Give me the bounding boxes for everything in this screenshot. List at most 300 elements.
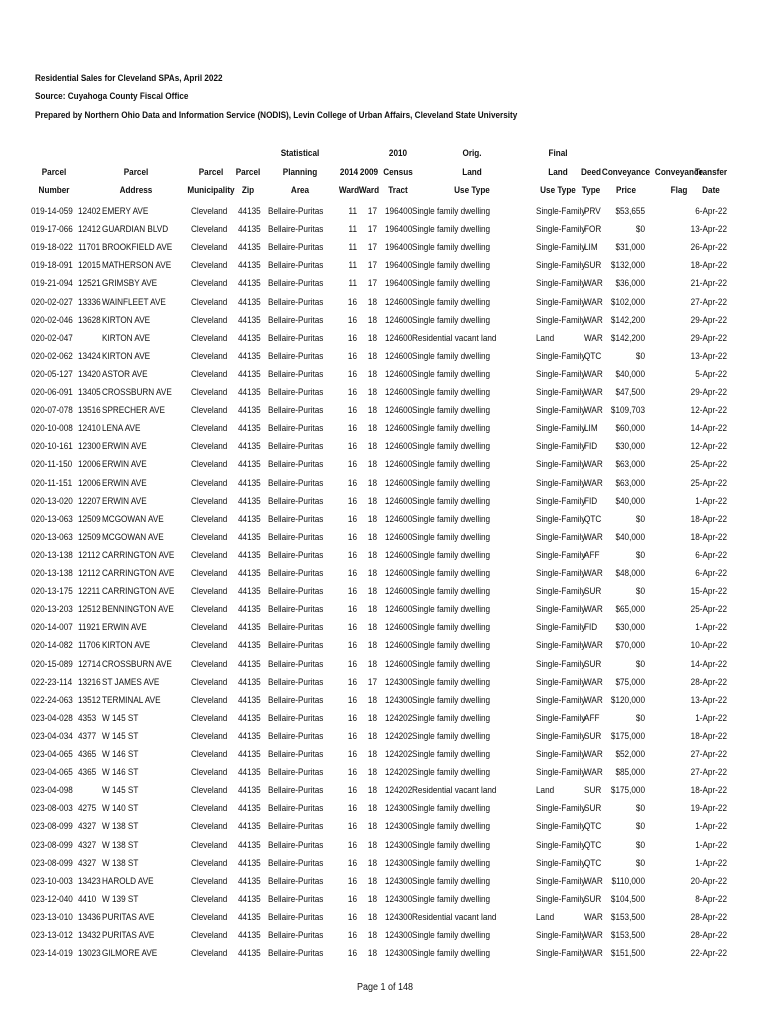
cell-municipality: Cleveland — [191, 785, 228, 797]
cell-ward-2014: 16 — [347, 549, 357, 561]
cell-ward-2009: 17 — [367, 242, 377, 254]
column-header-zip: Parcel — [235, 167, 261, 178]
cell-planning-area: Bellaire-Puritas — [268, 622, 324, 634]
cell-zip: 44135 — [238, 260, 261, 272]
cell-ward-2014: 16 — [347, 694, 357, 706]
cell-ward-2014: 16 — [347, 893, 357, 905]
cell-transfer-date: 27-Apr-22 — [690, 296, 727, 308]
cell-deed-type: QTC — [584, 821, 602, 833]
cell-ward-2009: 17 — [367, 260, 377, 272]
cell-municipality: Cleveland — [191, 314, 228, 326]
cell-final-land-use: Single-Family — [536, 640, 586, 652]
cell-planning-area: Bellaire-Puritas — [268, 857, 324, 869]
cell-planning-area: Bellaire-Puritas — [268, 368, 324, 380]
cell-street-name: GRIMSBY AVE — [102, 278, 158, 290]
column-header-addr: Parcel — [123, 167, 149, 178]
cell-planning-area: Bellaire-Puritas — [268, 459, 324, 471]
cell-municipality: Cleveland — [191, 730, 228, 742]
cell-transfer-date: 28-Apr-22 — [690, 911, 727, 923]
cell-zip: 44135 — [238, 224, 261, 236]
cell-census-tract: 124600 — [385, 405, 413, 417]
cell-final-land-use: Land — [536, 332, 555, 344]
cell-orig-land-use: Residential vacant land — [412, 911, 497, 923]
cell-conveyance-price: $30,000 — [615, 622, 645, 634]
cell-final-land-use: Single-Family — [536, 712, 586, 724]
cell-planning-area: Bellaire-Puritas — [268, 332, 324, 344]
cell-parcel-number: 020-13-063 — [31, 531, 73, 543]
cell-conveyance-price: $120,000 — [610, 694, 645, 706]
cell-transfer-date: 13-Apr-22 — [690, 694, 727, 706]
cell-zip: 44135 — [238, 206, 261, 217]
cell-transfer-date: 1-Apr-22 — [695, 839, 727, 851]
cell-conveyance-price: $53,655 — [615, 206, 645, 217]
cell-ward-2014: 16 — [347, 459, 357, 471]
cell-conveyance-price: $63,000 — [615, 477, 645, 489]
cell-municipality: Cleveland — [191, 839, 228, 851]
cell-final-land-use: Land — [536, 911, 555, 923]
cell-final-land-use: Single-Family — [536, 676, 586, 688]
cell-census-tract: 124600 — [385, 549, 413, 561]
cell-parcel-number: 020-14-082 — [31, 640, 73, 652]
cell-final-land-use: Single-Family — [536, 459, 586, 471]
cell-ward-2009: 18 — [367, 332, 377, 344]
cell-ward-2014: 16 — [347, 495, 357, 507]
cell-ward-2014: 11 — [348, 206, 357, 217]
page-number: Page 1 of 148 — [356, 982, 414, 993]
cell-parcel-number: 020-13-203 — [31, 604, 73, 616]
cell-planning-area: Bellaire-Puritas — [268, 477, 324, 489]
cell-final-land-use: Single-Family — [536, 368, 586, 380]
cell-ward-2014: 16 — [347, 314, 357, 326]
cell-conveyance-price: $30,000 — [615, 441, 645, 453]
cell-zip: 44135 — [238, 387, 261, 398]
cell-deed-type: QTC — [584, 839, 602, 851]
cell-municipality: Cleveland — [191, 749, 228, 760]
cell-ward-2009: 18 — [367, 586, 377, 598]
cell-ward-2014: 16 — [347, 513, 357, 525]
cell-final-land-use: Single-Family — [536, 604, 586, 616]
cell-conveyance-price: $0 — [635, 549, 645, 561]
cell-street-name: W 139 ST — [102, 893, 139, 905]
cell-conveyance-price: $40,000 — [615, 368, 645, 380]
cell-parcel-number: 020-07-078 — [31, 405, 73, 417]
cell-orig-land-use: Single family dwelling — [412, 206, 491, 217]
cell-street-name: ERWIN AVE — [102, 441, 147, 453]
cell-deed-type: WAR — [584, 332, 603, 344]
report-prepared-by: Prepared by Northern Ohio Data and Information Service (NODIS), Levin College of Urban Affairs, Cleveland State University — [35, 110, 518, 121]
cell-address-number: 13423 — [78, 875, 101, 887]
cell-orig-land-use: Single family dwelling — [412, 477, 491, 489]
cell-ward-2009: 18 — [367, 423, 377, 435]
cell-address-number: 12402 — [78, 206, 101, 217]
cell-street-name: CARRINGTON AVE — [102, 568, 175, 579]
cell-orig-land-use: Residential vacant land — [412, 785, 497, 797]
cell-parcel-number: 020-13-138 — [31, 568, 73, 579]
cell-final-land-use: Single-Family — [536, 767, 586, 779]
cell-ward-2009: 17 — [367, 224, 377, 236]
column-header-use: Use Type — [454, 185, 490, 196]
cell-deed-type: WAR — [584, 278, 603, 290]
cell-street-name: CARRINGTON AVE — [102, 586, 175, 598]
column-header-zip: Zip — [241, 185, 255, 196]
cell-street-name: W 138 ST — [102, 821, 139, 833]
cell-deed-type: LIM — [584, 423, 598, 435]
column-header-addr: Address — [119, 185, 153, 196]
cell-conveyance-price: $0 — [635, 839, 645, 851]
column-header-tract: Census — [383, 167, 413, 178]
cell-transfer-date: 18-Apr-22 — [690, 785, 727, 797]
cell-conveyance-price: $0 — [635, 350, 645, 362]
cell-conveyance-price: $109,703 — [610, 405, 645, 417]
cell-deed-type: WAR — [584, 568, 603, 579]
cell-planning-area: Bellaire-Puritas — [268, 730, 324, 742]
cell-census-tract: 124600 — [385, 531, 413, 543]
column-header-flag: Flag — [670, 185, 688, 196]
cell-ward-2009: 18 — [367, 875, 377, 887]
cell-zip: 44135 — [238, 712, 261, 724]
cell-street-name: W 138 ST — [102, 857, 139, 869]
cell-orig-land-use: Single family dwelling — [412, 423, 491, 435]
cell-census-tract: 124300 — [385, 694, 413, 706]
cell-zip: 44135 — [238, 622, 261, 634]
cell-ward-2009: 18 — [367, 459, 377, 471]
cell-street-name: W 140 ST — [102, 803, 139, 815]
cell-address-number: 4365 — [78, 767, 97, 779]
cell-ward-2014: 16 — [347, 441, 357, 453]
cell-planning-area: Bellaire-Puritas — [268, 749, 324, 760]
cell-planning-area: Bellaire-Puritas — [268, 224, 324, 236]
cell-deed-type: WAR — [584, 767, 603, 779]
cell-zip: 44135 — [238, 930, 261, 941]
cell-deed-type: SUR — [584, 658, 602, 670]
cell-parcel-number: 023-08-003 — [31, 803, 73, 815]
cell-planning-area: Bellaire-Puritas — [268, 405, 324, 417]
cell-planning-area: Bellaire-Puritas — [268, 712, 324, 724]
cell-final-land-use: Single-Family — [536, 531, 586, 543]
cell-orig-land-use: Single family dwelling — [412, 549, 491, 561]
cell-census-tract: 124300 — [385, 839, 413, 851]
cell-orig-land-use: Single family dwelling — [412, 730, 491, 742]
cell-ward-2009: 17 — [367, 278, 377, 290]
cell-census-tract: 124300 — [385, 930, 413, 941]
cell-planning-area: Bellaire-Puritas — [268, 278, 324, 290]
cell-parcel-number: 020-02-062 — [31, 350, 73, 362]
column-header-price: Conveyance — [601, 167, 651, 178]
cell-deed-type: WAR — [584, 749, 603, 760]
cell-ward-2009: 18 — [367, 658, 377, 670]
cell-street-name: CARRINGTON AVE — [102, 549, 175, 561]
cell-planning-area: Bellaire-Puritas — [268, 387, 324, 398]
cell-zip: 44135 — [238, 332, 261, 344]
cell-conveyance-price: $153,500 — [610, 911, 645, 923]
cell-final-land-use: Single-Family — [536, 568, 586, 579]
cell-orig-land-use: Single family dwelling — [412, 676, 491, 688]
cell-final-land-use: Single-Family — [536, 948, 586, 960]
cell-ward-2009: 18 — [367, 948, 377, 960]
cell-zip: 44135 — [238, 875, 261, 887]
cell-transfer-date: 25-Apr-22 — [690, 604, 727, 616]
cell-deed-type: WAR — [584, 387, 603, 398]
cell-census-tract: 124202 — [385, 785, 413, 797]
cell-municipality: Cleveland — [191, 640, 228, 652]
cell-zip: 44135 — [238, 749, 261, 760]
cell-transfer-date: 18-Apr-22 — [690, 730, 727, 742]
cell-ward-2009: 18 — [367, 387, 377, 398]
cell-ward-2009: 18 — [367, 730, 377, 742]
cell-municipality: Cleveland — [191, 767, 228, 779]
cell-deed-type: PRV — [584, 206, 601, 217]
cell-final-land-use: Single-Family — [536, 296, 586, 308]
cell-parcel-number: 019-14-059 — [31, 206, 73, 217]
cell-zip: 44135 — [238, 296, 261, 308]
cell-ward-2014: 16 — [347, 332, 357, 344]
cell-census-tract: 124600 — [385, 622, 413, 634]
cell-municipality: Cleveland — [191, 224, 228, 236]
cell-final-land-use: Single-Family — [536, 423, 586, 435]
cell-orig-land-use: Single family dwelling — [412, 893, 491, 905]
cell-orig-land-use: Single family dwelling — [412, 857, 491, 869]
cell-address-number: 11706 — [78, 640, 101, 652]
cell-planning-area: Bellaire-Puritas — [268, 206, 324, 217]
cell-address-number: 12211 — [78, 586, 101, 598]
cell-zip: 44135 — [238, 694, 261, 706]
column-header-tract: Tract — [388, 185, 408, 196]
cell-census-tract: 124600 — [385, 459, 413, 471]
cell-zip: 44135 — [238, 640, 261, 652]
cell-final-land-use: Single-Family — [536, 224, 586, 236]
cell-conveyance-price: $0 — [635, 658, 645, 670]
cell-orig-land-use: Single family dwelling — [412, 930, 491, 941]
cell-zip: 44135 — [238, 658, 261, 670]
cell-conveyance-price: $0 — [635, 857, 645, 869]
column-header-date: Transfer — [694, 167, 728, 178]
column-header-muni: Municipality — [187, 185, 235, 196]
cell-census-tract: 196400 — [385, 242, 413, 254]
cell-census-tract: 124600 — [385, 513, 413, 525]
cell-street-name: CROSSBURN AVE — [102, 658, 172, 670]
column-header-use: Land — [462, 167, 482, 178]
cell-municipality: Cleveland — [191, 803, 228, 815]
cell-ward-2014: 16 — [347, 875, 357, 887]
cell-transfer-date: 12-Apr-22 — [690, 441, 727, 453]
cell-street-name: KIRTON AVE — [102, 332, 151, 344]
cell-parcel-number: 020-13-020 — [31, 495, 73, 507]
cell-municipality: Cleveland — [191, 206, 228, 217]
cell-address-number: 4377 — [78, 730, 97, 742]
cell-conveyance-price: $48,000 — [615, 568, 645, 579]
cell-municipality: Cleveland — [191, 350, 228, 362]
cell-final-land-use: Single-Family — [536, 893, 586, 905]
cell-orig-land-use: Single family dwelling — [412, 948, 491, 960]
cell-final-land-use: Single-Family — [536, 441, 586, 453]
cell-municipality: Cleveland — [191, 948, 228, 960]
cell-census-tract: 124300 — [385, 821, 413, 833]
cell-conveyance-price: $70,000 — [615, 640, 645, 652]
cell-ward-2014: 11 — [348, 242, 357, 254]
report-title: Residential Sales for Cleveland SPAs, April 2022 — [35, 73, 223, 84]
cell-conveyance-price: $0 — [635, 224, 645, 236]
cell-transfer-date: 26-Apr-22 — [690, 242, 727, 254]
cell-final-land-use: Land — [536, 785, 555, 797]
cell-zip: 44135 — [238, 459, 261, 471]
cell-final-land-use: Single-Family — [536, 730, 586, 742]
cell-parcel-number: 022-24-063 — [31, 694, 73, 706]
cell-address-number: 13336 — [78, 296, 101, 308]
cell-zip: 44135 — [238, 495, 261, 507]
cell-deed-type: SUR — [584, 260, 602, 272]
cell-census-tract: 124600 — [385, 350, 413, 362]
cell-deed-type: AFF — [584, 549, 600, 561]
cell-final-land-use: Single-Family — [536, 495, 586, 507]
column-header-spa: Planning — [282, 167, 318, 178]
cell-deed-type: WAR — [584, 930, 603, 941]
cell-final-land-use: Single-Family — [536, 477, 586, 489]
cell-zip: 44135 — [238, 839, 261, 851]
cell-ward-2014: 16 — [347, 857, 357, 869]
cell-ward-2009: 18 — [367, 857, 377, 869]
column-header-muni: Parcel — [198, 167, 224, 178]
cell-planning-area: Bellaire-Puritas — [268, 839, 324, 851]
cell-municipality: Cleveland — [191, 368, 228, 380]
cell-parcel-number: 020-13-138 — [31, 549, 73, 561]
cell-ward-2014: 16 — [347, 658, 357, 670]
cell-parcel-number: 023-04-098 — [31, 785, 73, 797]
cell-final-land-use: Single-Family — [536, 260, 586, 272]
cell-ward-2009: 17 — [367, 206, 377, 217]
cell-zip: 44135 — [238, 803, 261, 815]
cell-street-name: CROSSBURN AVE — [102, 387, 172, 398]
cell-parcel-number: 020-11-151 — [31, 477, 73, 489]
cell-orig-land-use: Single family dwelling — [412, 604, 491, 616]
cell-orig-land-use: Single family dwelling — [412, 224, 491, 236]
cell-ward-2009: 18 — [367, 368, 377, 380]
cell-parcel-number: 020-02-047 — [31, 332, 73, 344]
cell-ward-2009: 18 — [367, 531, 377, 543]
cell-final-land-use: Single-Family — [536, 549, 586, 561]
cell-planning-area: Bellaire-Puritas — [268, 495, 324, 507]
cell-ward-2014: 16 — [347, 803, 357, 815]
column-header-spa: Statistical — [280, 148, 320, 159]
cell-zip: 44135 — [238, 785, 261, 797]
cell-ward-2009: 18 — [367, 803, 377, 815]
cell-zip: 44135 — [238, 604, 261, 616]
cell-orig-land-use: Single family dwelling — [412, 513, 491, 525]
cell-deed-type: WAR — [584, 477, 603, 489]
cell-ward-2009: 18 — [367, 568, 377, 579]
cell-conveyance-price: $40,000 — [615, 495, 645, 507]
cell-street-name: HAROLD AVE — [102, 875, 154, 887]
cell-zip: 44135 — [238, 676, 261, 688]
cell-orig-land-use: Residential vacant land — [412, 332, 497, 344]
cell-ward-2014: 16 — [347, 640, 357, 652]
cell-deed-type: WAR — [584, 694, 603, 706]
cell-address-number: 12521 — [78, 278, 101, 290]
cell-final-land-use: Single-Family — [536, 278, 586, 290]
cell-zip: 44135 — [238, 477, 261, 489]
cell-address-number: 4353 — [78, 712, 97, 724]
cell-ward-2014: 16 — [347, 911, 357, 923]
cell-planning-area: Bellaire-Puritas — [268, 604, 324, 616]
cell-municipality: Cleveland — [191, 893, 228, 905]
cell-census-tract: 124600 — [385, 640, 413, 652]
cell-parcel-number: 023-08-099 — [31, 857, 73, 869]
cell-conveyance-price: $175,000 — [610, 785, 645, 797]
cell-parcel-number: 020-14-007 — [31, 622, 73, 634]
cell-conveyance-price: $151,500 — [610, 948, 645, 960]
cell-planning-area: Bellaire-Puritas — [268, 549, 324, 561]
cell-transfer-date: 18-Apr-22 — [690, 531, 727, 543]
cell-orig-land-use: Single family dwelling — [412, 405, 491, 417]
cell-conveyance-price: $0 — [635, 712, 645, 724]
cell-municipality: Cleveland — [191, 531, 228, 543]
cell-planning-area: Bellaire-Puritas — [268, 803, 324, 815]
cell-ward-2014: 16 — [347, 930, 357, 941]
cell-orig-land-use: Single family dwelling — [412, 278, 491, 290]
cell-orig-land-use: Single family dwelling — [412, 640, 491, 652]
cell-ward-2014: 16 — [347, 477, 357, 489]
cell-orig-land-use: Single family dwelling — [412, 387, 491, 398]
cell-orig-land-use: Single family dwelling — [412, 568, 491, 579]
cell-parcel-number: 019-17-066 — [31, 224, 73, 236]
cell-address-number: 13628 — [78, 314, 101, 326]
cell-census-tract: 124600 — [385, 658, 413, 670]
cell-zip: 44135 — [238, 911, 261, 923]
cell-planning-area: Bellaire-Puritas — [268, 568, 324, 579]
cell-parcel-number: 020-15-089 — [31, 658, 73, 670]
cell-municipality: Cleveland — [191, 423, 228, 435]
cell-ward-2014: 11 — [348, 260, 357, 272]
cell-planning-area: Bellaire-Puritas — [268, 314, 324, 326]
cell-ward-2009: 18 — [367, 785, 377, 797]
cell-census-tract: 124600 — [385, 477, 413, 489]
cell-street-name: W 146 ST — [102, 767, 139, 779]
cell-census-tract: 124600 — [385, 495, 413, 507]
cell-municipality: Cleveland — [191, 332, 228, 344]
cell-address-number: 12300 — [78, 441, 101, 453]
cell-street-name: ERWIN AVE — [102, 495, 147, 507]
cell-census-tract: 196400 — [385, 206, 413, 217]
cell-census-tract: 196400 — [385, 260, 413, 272]
cell-street-name: GUARDIAN BLVD — [102, 224, 169, 236]
cell-municipality: Cleveland — [191, 568, 228, 579]
cell-ward-2014: 16 — [347, 296, 357, 308]
cell-ward-2014: 16 — [347, 749, 357, 760]
cell-ward-2014: 16 — [347, 622, 357, 634]
cell-orig-land-use: Single family dwelling — [412, 441, 491, 453]
cell-planning-area: Bellaire-Puritas — [268, 875, 324, 887]
cell-conveyance-price: $36,000 — [615, 278, 645, 290]
cell-parcel-number: 023-10-003 — [31, 875, 73, 887]
cell-ward-2009: 18 — [367, 839, 377, 851]
cell-deed-type: FID — [584, 441, 598, 453]
column-header-ward09: 2009 — [359, 167, 379, 178]
cell-deed-type: SUR — [584, 893, 602, 905]
cell-orig-land-use: Single family dwelling — [412, 368, 491, 380]
cell-transfer-date: 1-Apr-22 — [695, 821, 727, 833]
cell-street-name: BROOKFIELD AVE — [102, 242, 173, 254]
column-header-ward14: 2014 — [339, 167, 359, 178]
cell-planning-area: Bellaire-Puritas — [268, 423, 324, 435]
cell-planning-area: Bellaire-Puritas — [268, 893, 324, 905]
cell-transfer-date: 27-Apr-22 — [690, 767, 727, 779]
cell-ward-2009: 18 — [367, 640, 377, 652]
cell-planning-area: Bellaire-Puritas — [268, 948, 324, 960]
cell-address-number: 4410 — [78, 893, 97, 905]
cell-street-name: MCGOWAN AVE — [102, 531, 164, 543]
cell-planning-area: Bellaire-Puritas — [268, 531, 324, 543]
cell-census-tract: 124300 — [385, 857, 413, 869]
cell-conveyance-price: $175,000 — [610, 730, 645, 742]
